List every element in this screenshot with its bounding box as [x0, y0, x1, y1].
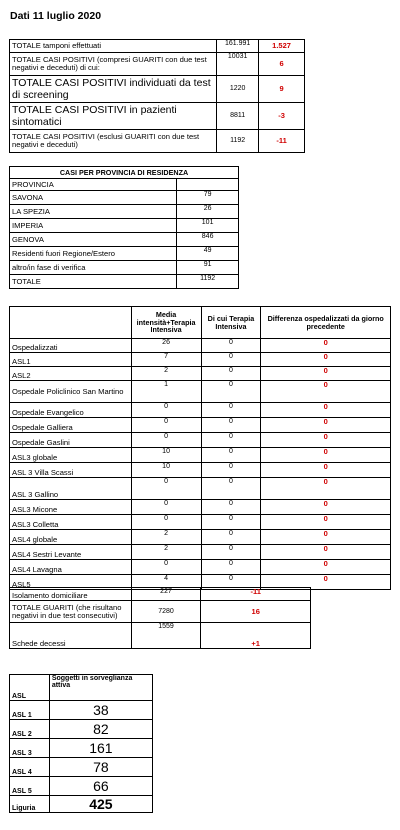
summary-row: [10, 130, 305, 153]
hospital-diff: 0: [261, 515, 391, 530]
hospital-diff: 0: [261, 478, 391, 500]
hospital-name: ASL 3 Gallino: [10, 478, 132, 500]
hospital-row: [10, 367, 391, 381]
hospital-name: Ospedalizzati: [10, 339, 132, 353]
hospital-row: [10, 515, 391, 530]
surveillance-value: 82: [49, 720, 152, 739]
summary-label: TOTALE CASI POSITIVI (compresi GUARITI con due test negativi e deceduti) di cui:: [10, 53, 217, 76]
hospital-name: ASL4 globale: [10, 530, 132, 545]
surveillance-value: 425: [49, 796, 152, 813]
summary-label: TOTALE CASI POSITIVI (esclusi GUARITI con due test negativi e deceduti): [10, 130, 217, 153]
hospital-name: ASL4 Lavagna: [10, 560, 132, 575]
hospital-media: 10: [131, 463, 201, 478]
province-name: TOTALE: [10, 275, 177, 289]
province-row: [10, 219, 239, 233]
summary-value: 1192: [217, 130, 259, 153]
summary-label: TOTALE tamponi effettuati: [10, 40, 217, 53]
hospital-row: [10, 448, 391, 463]
surveillance-asl: ASL 5: [10, 777, 50, 796]
surveillance-asl: ASL 1: [10, 701, 50, 720]
province-name: LA SPEZIA: [10, 205, 177, 219]
surveillance-asl: ASL 4: [10, 758, 50, 777]
hospital-header-ti: Di cui Terapia Intensiva: [201, 307, 261, 339]
surveillance-row: [10, 796, 153, 813]
hospital-name: Ospedale Evangelico: [10, 403, 132, 418]
province-row: [10, 205, 239, 219]
other-value: 227: [131, 588, 201, 601]
other-label: Isolamento domiciliare: [10, 588, 132, 601]
hospital-ti: 0: [201, 381, 261, 403]
surveillance-col-asl: ASL: [10, 675, 50, 701]
hospital-name: ASL 3 Villa Scassi: [10, 463, 132, 478]
hospital-media: 26: [131, 339, 201, 353]
hospital-diff: 0: [261, 381, 391, 403]
surveillance-asl: Liguria: [10, 796, 50, 813]
hospital-header-diff: Differenza ospedalizzati da giorno precedente: [261, 307, 391, 339]
hospital-media: 0: [131, 418, 201, 433]
summary-table: [9, 39, 305, 153]
province-name: altro/in fase di verifica: [10, 261, 177, 275]
hospital-media: 0: [131, 560, 201, 575]
hospital-media: 1: [131, 381, 201, 403]
province-name: IMPERIA: [10, 219, 177, 233]
other-row: [10, 623, 311, 649]
province-name: Residenti fuori Regione/Estero: [10, 247, 177, 261]
hospital-diff: 0: [261, 575, 391, 590]
hospital-diff: 0: [261, 353, 391, 367]
hospital-name: Ospedale Policlinico San Martino: [10, 381, 132, 403]
hospital-header-media: Media intensità+Terapia Intensiva: [131, 307, 201, 339]
hospital-ti: 0: [201, 463, 261, 478]
hospital-media: 2: [131, 367, 201, 381]
hospital-table: [9, 306, 391, 590]
surveillance-asl: ASL 2: [10, 720, 50, 739]
province-row: [10, 247, 239, 261]
hospital-ti: 0: [201, 478, 261, 500]
hospital-name: ASL3 globale: [10, 448, 132, 463]
surveillance-col-count: Soggetti in sorveglianza attiva: [49, 675, 152, 701]
surveillance-asl: ASL 3: [10, 739, 50, 758]
hospital-ti: 0: [201, 545, 261, 560]
other-table: [9, 587, 311, 649]
province-row: [10, 233, 239, 247]
province-value: 91: [177, 261, 239, 275]
summary-label: TOTALE CASI POSITIVI individuati da test di screening: [10, 76, 217, 103]
hospital-ti: 0: [201, 339, 261, 353]
hospital-diff: 0: [261, 560, 391, 575]
surveillance-row: [10, 777, 153, 796]
province-name: SAVONA: [10, 191, 177, 205]
summary-delta: 6: [259, 53, 305, 76]
hospital-diff: 0: [261, 530, 391, 545]
hospital-diff: 0: [261, 433, 391, 448]
province-value: 846: [177, 233, 239, 247]
hospital-diff: 0: [261, 403, 391, 418]
hospital-diff: 0: [261, 339, 391, 353]
hospital-row: [10, 353, 391, 367]
hospital-row: [10, 339, 391, 353]
hospital-media: 10: [131, 448, 201, 463]
surveillance-row: [10, 758, 153, 777]
hospital-row: [10, 560, 391, 575]
other-label: TOTALE GUARITI (che risultano negativi in due test consecutivi): [10, 601, 132, 623]
hospital-ti: 0: [201, 515, 261, 530]
hospital-media: 7: [131, 353, 201, 367]
other-delta: +1: [201, 623, 311, 649]
other-value: 7280: [131, 601, 201, 623]
surveillance-value: 38: [49, 701, 152, 720]
hospital-row: [10, 418, 391, 433]
summary-row: [10, 76, 305, 103]
province-row: [10, 275, 239, 289]
hospital-name: Ospedale Galliera: [10, 418, 132, 433]
page-title: Dati 11 luglio 2020: [10, 10, 102, 22]
hospital-name: ASL2: [10, 367, 132, 381]
surveillance-row: [10, 739, 153, 758]
province-col-label: PROVINCIA: [10, 179, 177, 191]
surveillance-value: 78: [49, 758, 152, 777]
other-label: Schede decessi: [10, 623, 132, 649]
hospital-diff: 0: [261, 500, 391, 515]
hospital-ti: 0: [201, 530, 261, 545]
hospital-row: [10, 530, 391, 545]
other-delta: 16: [201, 601, 311, 623]
hospital-ti: 0: [201, 367, 261, 381]
province-row: [10, 191, 239, 205]
hospital-diff: 0: [261, 418, 391, 433]
hospital-media: 0: [131, 478, 201, 500]
province-value: 79: [177, 191, 239, 205]
hospital-diff: 0: [261, 448, 391, 463]
hospital-name: ASL1: [10, 353, 132, 367]
summary-value: 161.991: [217, 40, 259, 53]
hospital-row: [10, 463, 391, 478]
summary-label: TOTALE CASI POSITIVI in pazienti sintomatici: [10, 103, 217, 130]
surveillance-row: [10, 720, 153, 739]
province-value: 1192: [177, 275, 239, 289]
other-row: [10, 588, 311, 601]
hospital-name: ASL3 Colletta: [10, 515, 132, 530]
province-name: GENOVA: [10, 233, 177, 247]
hospital-diff: 0: [261, 463, 391, 478]
province-table: [9, 166, 239, 289]
summary-value: 8811: [217, 103, 259, 130]
province-header: CASI PER PROVINCIA DI RESIDENZA: [10, 167, 239, 179]
hospital-name: ASL3 Micone: [10, 500, 132, 515]
surveillance-table: [9, 674, 153, 813]
hospital-media: 0: [131, 515, 201, 530]
hospital-ti: 0: [201, 448, 261, 463]
other-delta: -11: [201, 588, 311, 601]
hospital-media: 0: [131, 500, 201, 515]
hospital-ti: 0: [201, 575, 261, 590]
hospital-name: ASL4 Sestri Levante: [10, 545, 132, 560]
summary-delta: -3: [259, 103, 305, 130]
hospital-row: [10, 500, 391, 515]
province-row: [10, 261, 239, 275]
hospital-ti: 0: [201, 560, 261, 575]
province-value: 49: [177, 247, 239, 261]
hospital-ti: 0: [201, 418, 261, 433]
hospital-row: [10, 545, 391, 560]
hospital-media: 0: [131, 403, 201, 418]
summary-delta: 1.527: [259, 40, 305, 53]
surveillance-value: 161: [49, 739, 152, 758]
hospital-ti: 0: [201, 433, 261, 448]
hospital-ti: 0: [201, 353, 261, 367]
hospital-row: [10, 433, 391, 448]
hospital-ti: 0: [201, 500, 261, 515]
hospital-row: [10, 403, 391, 418]
other-row: [10, 601, 311, 623]
summary-delta: -11: [259, 130, 305, 153]
summary-row: [10, 53, 305, 76]
hospital-media: 2: [131, 530, 201, 545]
summary-value: 10031: [217, 53, 259, 76]
other-value: 1559: [131, 623, 201, 649]
summary-row: [10, 40, 305, 53]
hospital-name: ASL5: [10, 575, 132, 590]
summary-value: 1220: [217, 76, 259, 103]
hospital-diff: 0: [261, 367, 391, 381]
hospital-media: 2: [131, 545, 201, 560]
hospital-name: Ospedale Gaslini: [10, 433, 132, 448]
summary-row: [10, 103, 305, 130]
hospital-row: [10, 381, 391, 403]
province-value: 101: [177, 219, 239, 233]
surveillance-row: [10, 701, 153, 720]
hospital-media: 0: [131, 433, 201, 448]
hospital-diff: 0: [261, 545, 391, 560]
summary-delta: 9: [259, 76, 305, 103]
surveillance-value: 66: [49, 777, 152, 796]
hospital-row: [10, 478, 391, 500]
province-value: 26: [177, 205, 239, 219]
hospital-media: 4: [131, 575, 201, 590]
hospital-ti: 0: [201, 403, 261, 418]
